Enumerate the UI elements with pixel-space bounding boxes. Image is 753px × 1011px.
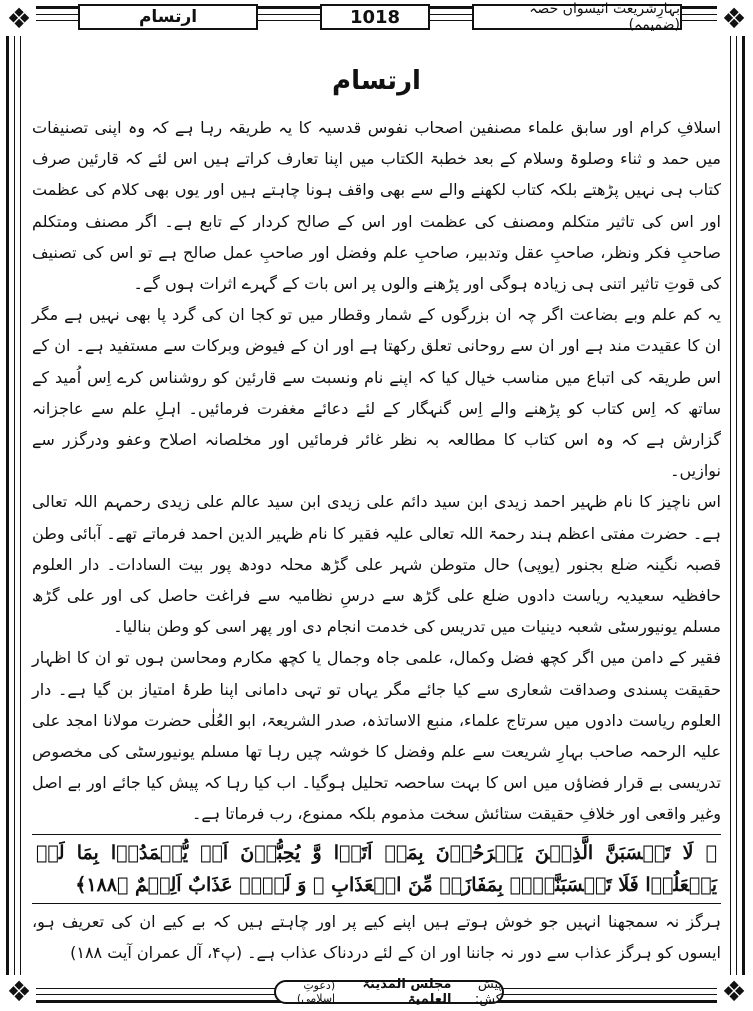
header-book-title: بہارِشریعت انیسواں حصہ (ضمیمہ) xyxy=(472,4,682,30)
paragraph: اسلافِ کرام اور سابق علماء مصنفین اصحاب نفوس قدسیہ کا یہ طریقہ رہا ہے کہ وہ اپنی تصنیفات میں حمد و ثناء وصلوۃ وسلام کے بعد خطبۃ الکتاب میں اپنا تعارف کراتے ہیں اس لئے کہ قارئین صرف کتاب ہی نہیں پڑھتے بلکہ کتاب لکھنے والے سے بھی واقف ہونا چاہتے ہیں اور یوں بھی کلام کی عظمت اور اس کی تاثیر متکلم ومصنف کی عظمت اور اس کے صالح کردار کے تابع ہے۔ اگر مصنف ومتکلم صاحبِ فکر ونظر، صاحبِ عقل وتدبیر، صاحبِ علم وفضل اور صاحبِ عمل صالح ہے تو اس کی تصنیف کی قوتِ تاثیر اتنی ہی زیادہ ہوگی اور پڑھنے والوں پر اس بات کے گہرے اثرات ہوں گے۔ xyxy=(32,118,721,294)
corner-ornament-icon: ❖ xyxy=(2,975,36,1009)
page-header xyxy=(20,2,733,34)
corner-ornament-icon: ❖ xyxy=(2,2,36,36)
page-number: 1018 xyxy=(320,4,430,30)
paragraph: یہ کم علم وبے بضاعت اگر چہ ان بزرگوں کے شمار وقطار میں تو کجا ان کی گرد پا بھی نہیں ہے مگر ان کا عقیدت مند ہے اور ان سے روحانی تعلق رکھتا ہے اور ان کے فیوض وبرکات سے مستفید ہے۔ ان کے اس طریقہ کی اتباع میں مناسب خیال کیا کہ اپنے نام ونسبت سے قارئین کو روشناس کرے اِس اُمید کے ساتھ کہ اِس کتاب کو پڑھنے والے اِس گنہگار کے لئے دعائے مغفرت فرمائیں۔ اہلِ علم سے عاجزانہ گزارش ہے کہ وہ اس کتاب کا مطالعہ بہ نظر غائر فرمائیں اور مخلصانہ اصلاح وعفو ودرگزر سے نوازیں۔ xyxy=(32,305,721,481)
publisher-badge xyxy=(274,977,504,1007)
verse-translation: ہرگز نہ سمجھنا انہیں جو خوش ہوتے ہیں اپنے کیے پر اور چاہتے ہیں کہ بے کیے ان کی تعریف ہو، ایسوں کو ہرگز عذاب سے دور نہ جاننا اور ان کے لئے دردناک عذاب ہے۔ (پ۴، آل عمران آیت ۱۸۸) xyxy=(32,911,721,962)
page-title: ارتسام xyxy=(332,66,421,96)
publisher-name: مجلس المدینۃ العلمیۃ xyxy=(362,977,452,1007)
paragraph: اس ناچیز کا نام ظہیر احمد زیدی ابن سید دائم علی زیدی ابن سید عالم علی زیدی رحمہم اللہ تعالی ہے۔ حضرت مفتی اعظم ہند رحمۃ اللہ تعالی علیہ فقیر کا نام ظہیر الدین احمد فرماتے تھے۔ آبائی وطن قصبہ نگینہ ضلع بجنور (یوپی) حال متوطن شہر علی گڑھ محلہ دودھ پور بیت السادات۔ دار العلوم حافظیہ سعیدیہ ریاست دادوں ضلع علی گڑھ سے درسِ نظامیہ سے فراغت حاصل کی اور علی گڑھ مسلم یونیورسٹی شعبہ دینیات میں تدریس کی خدمت انجام دی اور پھر اسی کو وطن بنالیا۔ xyxy=(32,492,721,637)
quran-verse: ﴿ لَا تَحۡسَبَنَّ الَّذِیۡنَ یَفۡرَحُوۡنَ بِمَاۤ اَتَوۡا وَّ یُحِبُّوۡنَ اَنۡ یُّحۡمَدُوۡا بِمَا لَمۡ یَفۡعَلُوۡا فَلَا تَحۡسَبَنَّہُمۡ بِمَفَازَۃٍ مِّنَ الۡعَذَابِ ۚ وَ لَہُمۡ عَذَابٌ اَلِیۡمٌ ﴿۱۸۸﴾ xyxy=(32,834,721,904)
paragraph: فقیر کے دامن میں اگر کچھ فضل وکمال، علمی جاہ وجمال یا کچھ مکارم ومحاسن ہوں تو ان کا اظہار حقیقت پسندی وصداقت شعاری سے کیا جائے مگر یہاں تو تہی دامانی اپنا طرۂ امتیاز بن گیا ہے۔ دار العلوم ریاست دادوں میں سرتاج علماء، منبع الاساتذہ، صدر الشریعۃ، ابو العُلٰی حضرت مولانا امجد علی علیہ الرحمہ صاحب بہارِ شریعت سے علم وفضل کا خوشہ چیں رہا تھا مسلم یونیورسٹی کی مخصوص تدریسی بے قرار فضاؤں میں اس کا بہت ساحصہ تحلیل ہوگیا۔ اب کیا رہا کہ پیش کیا جائے اور بے اصل وغیر واقعی اور خلافِ حقیقت ستائش سخت مذموم بلکہ ممنوع، رب فرماتا ہے۔ xyxy=(32,648,721,824)
presented-by-label: پیش کش: xyxy=(474,977,502,1007)
page-footer xyxy=(20,977,733,1009)
publisher-org: (دعوتِ اسلامی) xyxy=(296,979,336,1005)
corner-ornament-icon: ❖ xyxy=(717,2,751,36)
corner-ornament-icon: ❖ xyxy=(717,975,751,1009)
header-section-title: ارتسام xyxy=(78,4,258,30)
body-text xyxy=(32,112,721,968)
